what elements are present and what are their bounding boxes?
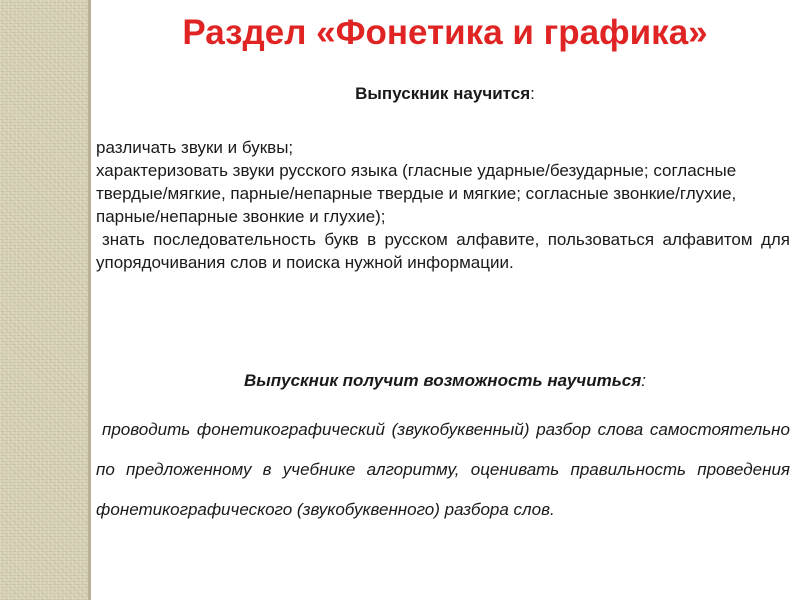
section2-list bbox=[78, 410, 790, 530]
section2-heading-text: Выпускник получит возможность научиться bbox=[243, 371, 642, 390]
list-item bbox=[78, 228, 790, 274]
list-item bbox=[78, 159, 790, 228]
section1-heading bbox=[100, 83, 790, 105]
decorative-side-strip bbox=[0, 0, 88, 600]
page-title: Раздел «Фонетика и графика» bbox=[182, 13, 708, 52]
list-item-text: знать последовательность букв в русском алфавите, пользоваться алфавитом для упорядочивания слов и поиска нужной информации. bbox=[96, 230, 790, 272]
section2-heading bbox=[100, 370, 790, 392]
section1-heading-colon: : bbox=[530, 84, 535, 103]
section1-heading-text: Выпускник научится bbox=[355, 84, 531, 103]
section1-list bbox=[78, 136, 790, 274]
section2-heading-colon: : bbox=[641, 371, 647, 390]
list-item bbox=[78, 136, 790, 159]
list-item bbox=[78, 410, 790, 530]
list-item-text: различать звуки и буквы; bbox=[96, 138, 294, 157]
list-item-text: проводить фонетикографический (звукобуквенный) разбор слова самостоятельно по предложенному в учебнике алгоритму, оценивать правильность проведения фонетикографического (звукобуквенного) разбора слов. bbox=[96, 420, 790, 519]
list-item-text: характеризовать звуки русского языка (гласные ударные/безударные; согласные твердые/мягкие, парные/непарные твердые и мягкие; согласные звонкие/глухие, парные/непарные звонкие и глухие); bbox=[96, 161, 737, 226]
